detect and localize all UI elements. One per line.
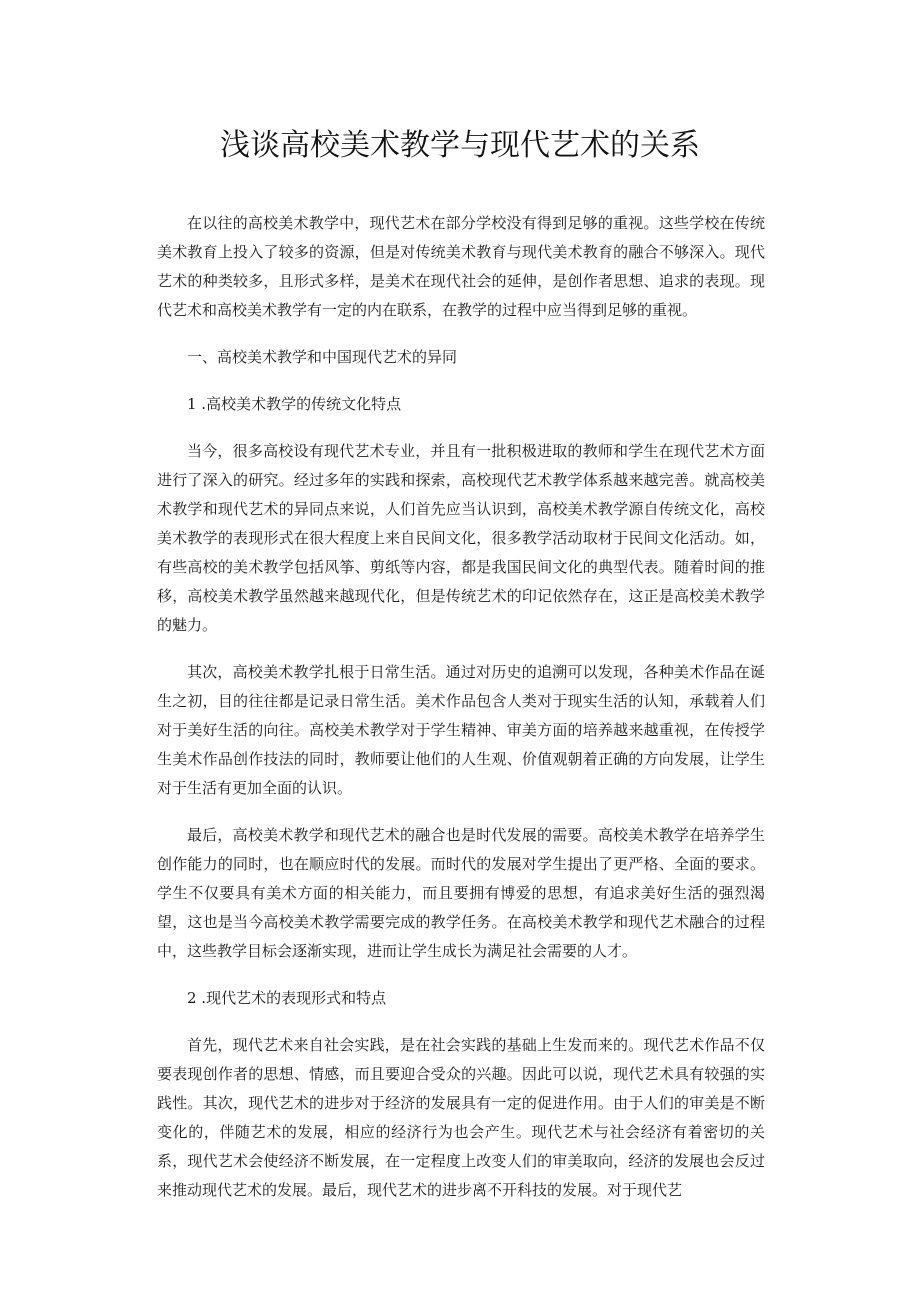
subsection-heading-2: 2 .现代艺术的表现形式和特点 (187, 989, 387, 1007)
paragraph-modern-art-features: 首先，现代艺术来自社会实践，是在社会实践的基础上生发而来的。现代艺术作品不仅要表现创作者的思想、情感，而且要迎合受众的兴趣。因此可以说，现代艺术具有较强的实践性。其次，现代艺术的进步对于经济的发展具有一定的促进作用。由于人们的审美是不断变化的，伴随艺术的发展，相应的经济行为也会产生。现代艺术与社会经济有着密切的关系，现代艺术会使经济不断发展，在一定程度上改变人们的审美取向，经济的发展也会反过来推动现代艺术的发展。最后，现代艺术的进步离不开科技的发展。对于现代艺 (157, 1036, 765, 1199)
paragraph-era-development: 最后，高校美术教学和现代艺术的融合也是时代发展的需要。高校美术教学在培养学生创作能力的同时，也在顺应时代的发展。而时代的发展对学生提出了更严格、全面的要求。学生不仅要具有美术方面的相关能力，而且要拥有博爱的思想，有追求美好生活的强烈渴望，这也是当今高校美术教学需要完成的教学任务。在高校美术教学和现代艺术融合的过程中，这些教学目标会逐渐实现，进而让学生成长为满足社会需要的人才。 (157, 826, 765, 960)
paragraph-intro: 在以往的高校美术教学中，现代艺术在部分学校没有得到足够的重视。这些学校在传统美术教育上投入了较多的资源，但是对传统美术教育与现代美术教育的融合不够深入。现代艺术的种类较多，且形式多样，是美术在现代社会的延伸，是创作者思想、追求的表现。现代艺术和高校美术教学有一定的内在联系，在教学的过程中应当得到足够的重视。 (157, 214, 765, 319)
document-title: 浅谈高校美术教学与现代艺术的关系 (220, 128, 700, 163)
document-body (157, 209, 765, 1223)
subsection-heading-1: 1 .高校美术教学的传统文化特点 (187, 395, 402, 413)
section-heading-1: 一、高校美术教学和中国现代艺术的异同 (187, 348, 458, 366)
paragraph-daily-life: 其次，高校美术教学扎根于日常生活。通过对历史的追溯可以发现，各种美术作品在诞生之初，目的往往都是记录日常生活。美术作品包含人类对于现实生活的认知，承载着人们对于美好生活的向往。高校美术教学对于学生精神、审美方面的培养越来越重视，在传授学生美术作品创作技法的同时，教师要让他们的人生观、价值观朝着正确的方向发展，让学生对于生活有更加全面的认识。 (157, 663, 765, 797)
paragraph-traditional-culture: 当今，很多高校设有现代艺术专业，并且有一批积极进取的教师和学生在现代艺术方面进行了深入的研究。经过多年的实践和探索，高校现代艺术教学体系越来越完善。就高校美术教学和现代艺术的异同点来说，人们首先应当认识到，高校美术教学源自传统文化，高校美术教学的表现形式在很大程度上来自民间文化，很多教学活动取材于民间文化活动。如，有些高校的美术教学包括风筝、剪纸等内容，都是我国民间文化的典型代表。随着时间的推移，高校美术教学虽然越来越现代化，但是传统艺术的印记依然存在，这正是高校美术教学的魅力。 (157, 442, 765, 634)
